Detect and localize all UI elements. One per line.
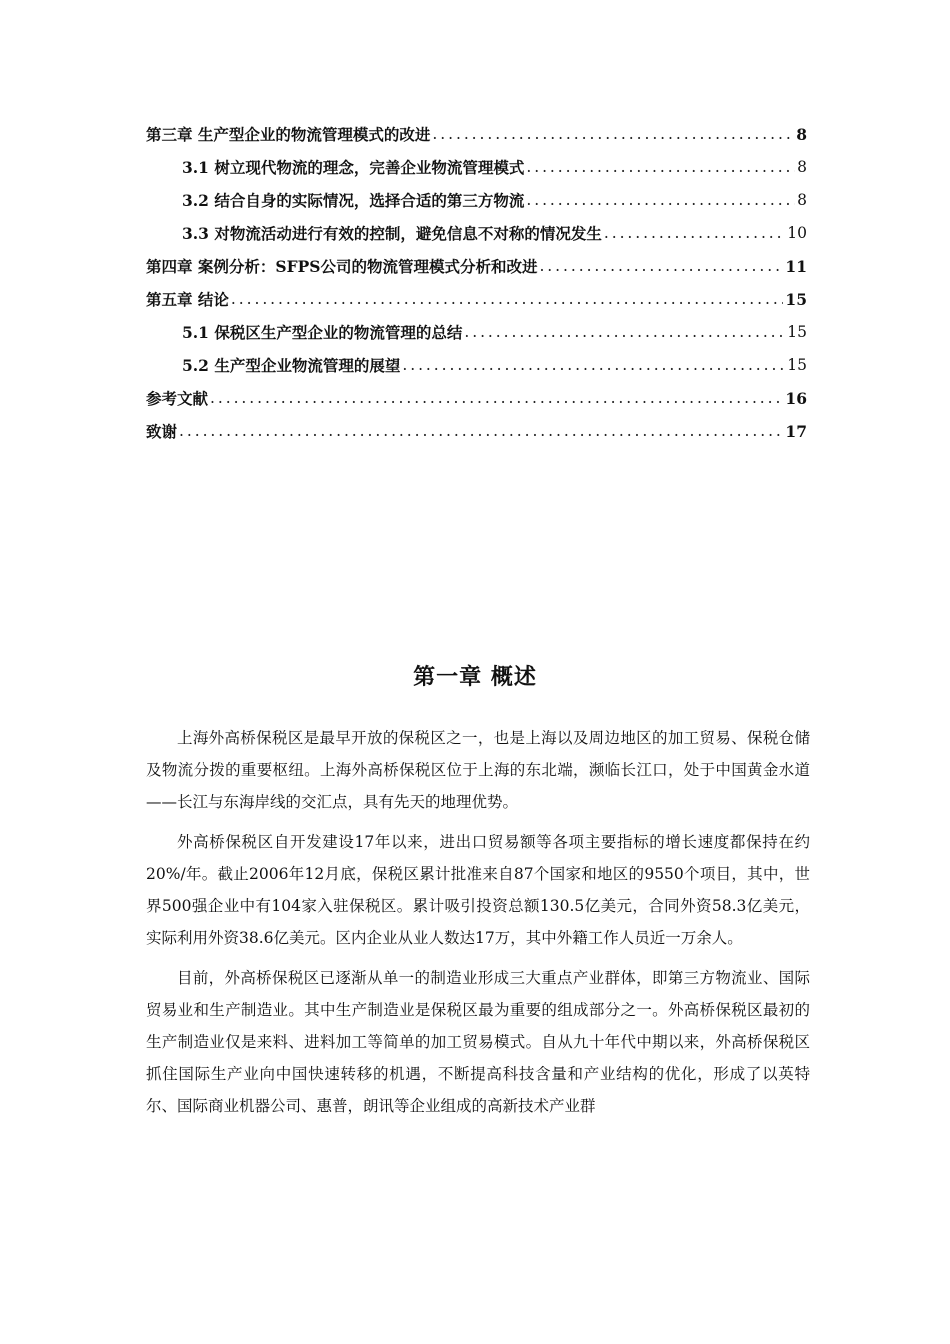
toc-entry-title: 3.3 对物流活动进行有效的控制，避免信息不对称的情况发生 xyxy=(182,224,602,243)
toc-leader-dots xyxy=(179,415,783,448)
toc-entry[interactable] xyxy=(146,151,807,184)
toc-entry[interactable] xyxy=(146,283,807,316)
toc-entry-page: 16 xyxy=(785,389,807,408)
toc-entry-title: 第四章 案例分析：SFPS公司的物流管理模式分析和改进 xyxy=(146,257,538,276)
toc-entry[interactable] xyxy=(146,118,807,151)
toc-leader-dots xyxy=(526,184,795,217)
toc-entry-title: 5.1 保税区生产型企业的物流管理的总结 xyxy=(182,323,463,342)
toc-entry-page: 15 xyxy=(787,323,807,341)
toc-leader-dots xyxy=(526,151,795,184)
toc-entry[interactable] xyxy=(146,415,807,448)
toc-entry[interactable] xyxy=(146,349,807,382)
toc-entry-title: 3.1 树立现代物流的理念，完善企业物流管理模式 xyxy=(182,158,525,177)
body-paragraph: 上海外高桥保税区是最早开放的保税区之一，也是上海以及周边地区的加工贸易、保税仓储及物流分拨的重要枢纽。上海外高桥保税区位于上海的东北端，濒临长江口，处于中国黄金水道——长江与东海岸线的交汇点，具有先天的地理优势。 xyxy=(146,729,810,811)
chapter-body xyxy=(146,722,810,1130)
chapter-heading: 第一章 概述 xyxy=(413,665,537,690)
toc-entry[interactable] xyxy=(146,316,807,349)
toc-entry[interactable] xyxy=(146,250,807,283)
toc-leader-dots xyxy=(539,250,783,283)
toc-entry-title: 参考文献 xyxy=(146,389,209,408)
toc-entry-title: 3.2 结合自身的实际情况，选择合适的第三方物流 xyxy=(182,191,525,210)
toc-leader-dots xyxy=(210,382,783,415)
toc-entry[interactable] xyxy=(146,217,807,250)
toc-leader-dots xyxy=(464,316,785,349)
toc-entry[interactable] xyxy=(146,382,807,415)
toc-entry-title: 第三章 生产型企业的物流管理模式的改进 xyxy=(146,125,431,144)
toc-entry-page: 8 xyxy=(796,125,807,144)
toc-leader-dots xyxy=(604,217,785,250)
toc-entry-page: 15 xyxy=(785,290,807,309)
toc-entry-page: 17 xyxy=(785,422,807,441)
toc-entry-page: 8 xyxy=(797,158,807,176)
body-paragraph: 目前，外高桥保税区已逐渐从单一的制造业形成三大重点产业群体，即第三方物流业、国际贸易业和生产制造业。其中生产制造业是保税区最为重要的组成部分之一。外高桥保税区最初的生产制造业仅是来料、进料加工等简单的加工贸易模式。自从九十年代中期以来，外高桥保税区抓住国际生产业向中国快速转移的机遇，不断提高科技含量和产业结构的优化，形成了以英特尔、国际商业机器公司、惠普，朗讯等企业组成的高新技术产业群 xyxy=(146,969,810,1115)
toc-leader-dots xyxy=(231,283,784,316)
toc-entry-title: 5.2 生产型企业物流管理的展望 xyxy=(182,356,401,375)
toc-entry-page: 11 xyxy=(785,257,807,276)
toc-leader-dots xyxy=(402,349,785,382)
toc-entry-page: 15 xyxy=(787,356,807,374)
toc-entry-title: 第五章 结论 xyxy=(146,290,229,309)
body-paragraph: 外高桥保税区自开发建设17年以来，进出口贸易额等各项主要指标的增长速度都保持在约20%/年。截止2006年12月底，保税区累计批准来自87个国家和地区的9550个项目，其中，世界500强企业中有104家入驻保税区。累计吸引投资总额130.5亿美元，合同外资58.3亿美元，实际利用外资38.6亿美元。区内企业从业人数达17万，其中外籍工作人员近一万余人。 xyxy=(146,833,810,947)
toc-entry-page: 10 xyxy=(787,224,807,242)
toc-entry-title: 致谢 xyxy=(146,422,178,441)
table-of-contents xyxy=(146,118,807,448)
toc-entry-page: 8 xyxy=(797,191,807,209)
toc-entry[interactable] xyxy=(146,184,807,217)
toc-leader-dots xyxy=(432,118,794,151)
